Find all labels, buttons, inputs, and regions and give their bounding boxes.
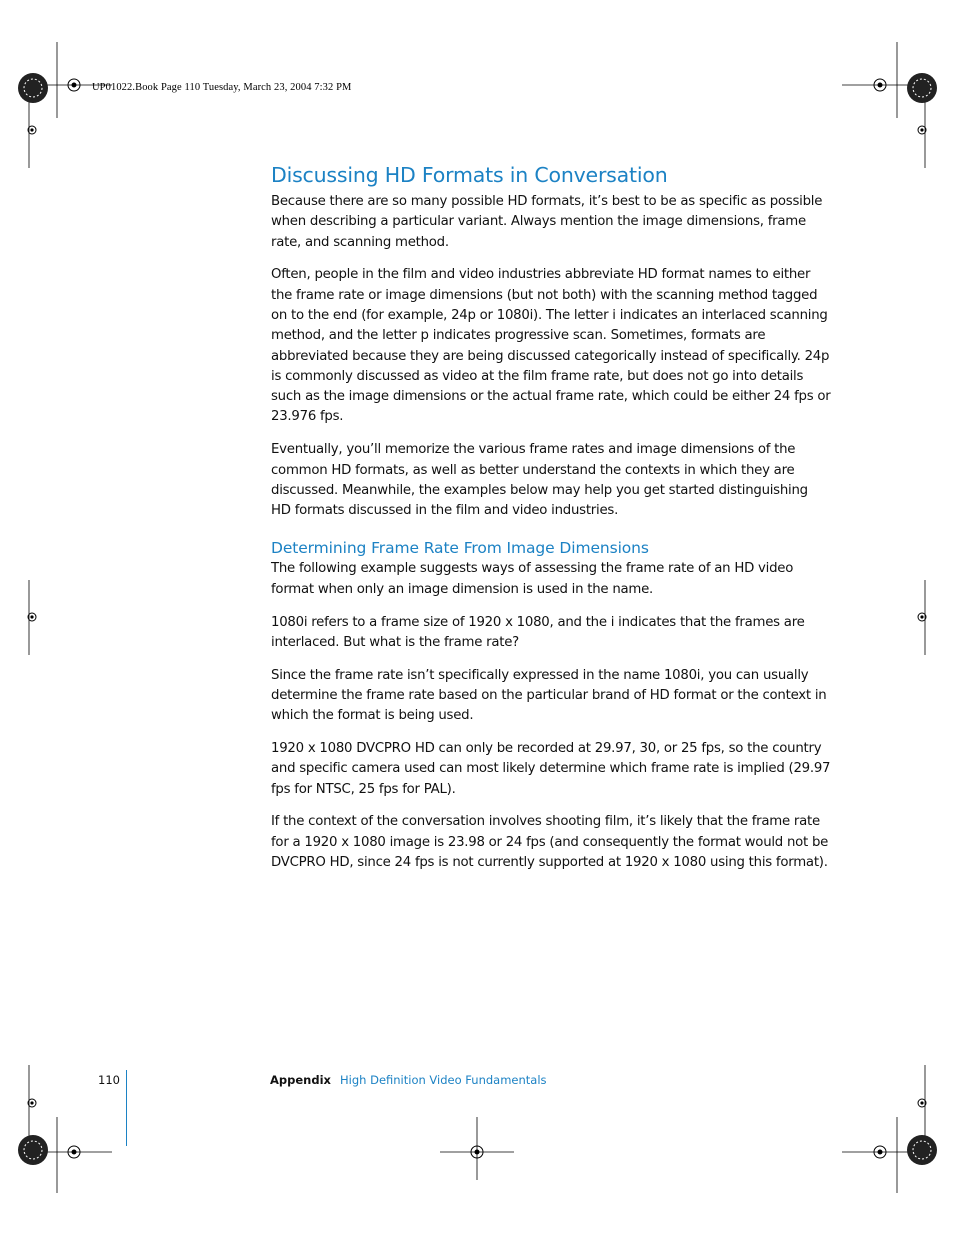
body-paragraph: Since the frame rate isn’t specifically expressed in the name 1080i, you can usually determine the frame rate based on the particular brand of HD format or the context in which the format is being used. (271, 667, 827, 724)
body-paragraph: Eventually, you’ll memorize the various frame rates and image dimensions of the common HD formats, as well as better understand the contexts in which they are discussed. Meanwhile, the examples below may help you get started distinguishing HD formats discussed in the film and video industries. (271, 442, 808, 519)
body-paragraph: Because there are so many possible HD formats, it’s best to be as specific as possible when describing a particular variant. Always mention the image dimensions, frame rate, and scanning method. (271, 194, 823, 250)
subsection-heading: Determining Frame Rate From Image Dimensions (271, 539, 649, 558)
footer-chapter-title: High Definition Video Fundamentals (340, 1073, 547, 1087)
body-paragraph: The following example suggests ways of assessing the frame rate of an HD video format when only an image dimension is used in the name. (271, 561, 794, 597)
main-content (271, 161, 831, 886)
body-paragraph: 1920 x 1080 DVCPRO HD can only be recorded at 29.97, 30, or 25 fps, so the country and specific camera used can most likely determine which frame rate is implied (29.97 fps for NTSC, 25 fps for PAL). (271, 741, 831, 797)
print-slug: UP01022.Book Page 110 Tuesday, March 23, 2004 7:32 PM (92, 82, 352, 93)
body-paragraph: If the context of the conversation involves shooting film, it’s likely that the frame rate for a 1920 x 1080 image is 23.98 or 24 fps (and consequently the format would not be DVCPRO HD, since 24 fps is not currently supported at 1920 x 1080 using this format). (271, 814, 829, 871)
footer-divider (126, 1070, 127, 1146)
section-heading: Discussing HD Formats in Conversation (271, 163, 668, 187)
page-number: 110 (98, 1073, 120, 1087)
footer-label: Appendix (270, 1073, 331, 1087)
body-paragraph: Often, people in the film and video industries abbreviate HD format names to either the frame rate or image dimensions (but not both) with the scanning method tagged on to the end (for example, 24p or 1080i). The letter i indicates an interlaced scanning method, and the letter p indicates progressive scan. Sometimes, formats are abbreviated because they are being discussed categorically instead of specifically. 24p is commonly discussed as video at the film frame rate, but does not go into details such as the image dimensions or the actual frame rate, which could be either 24 fps or 23.976 fps. (271, 267, 831, 425)
body-paragraph: 1080i refers to a frame size of 1920 x 1080, and the i indicates that the frames are interlaced. But what is the frame rate? (271, 614, 805, 650)
